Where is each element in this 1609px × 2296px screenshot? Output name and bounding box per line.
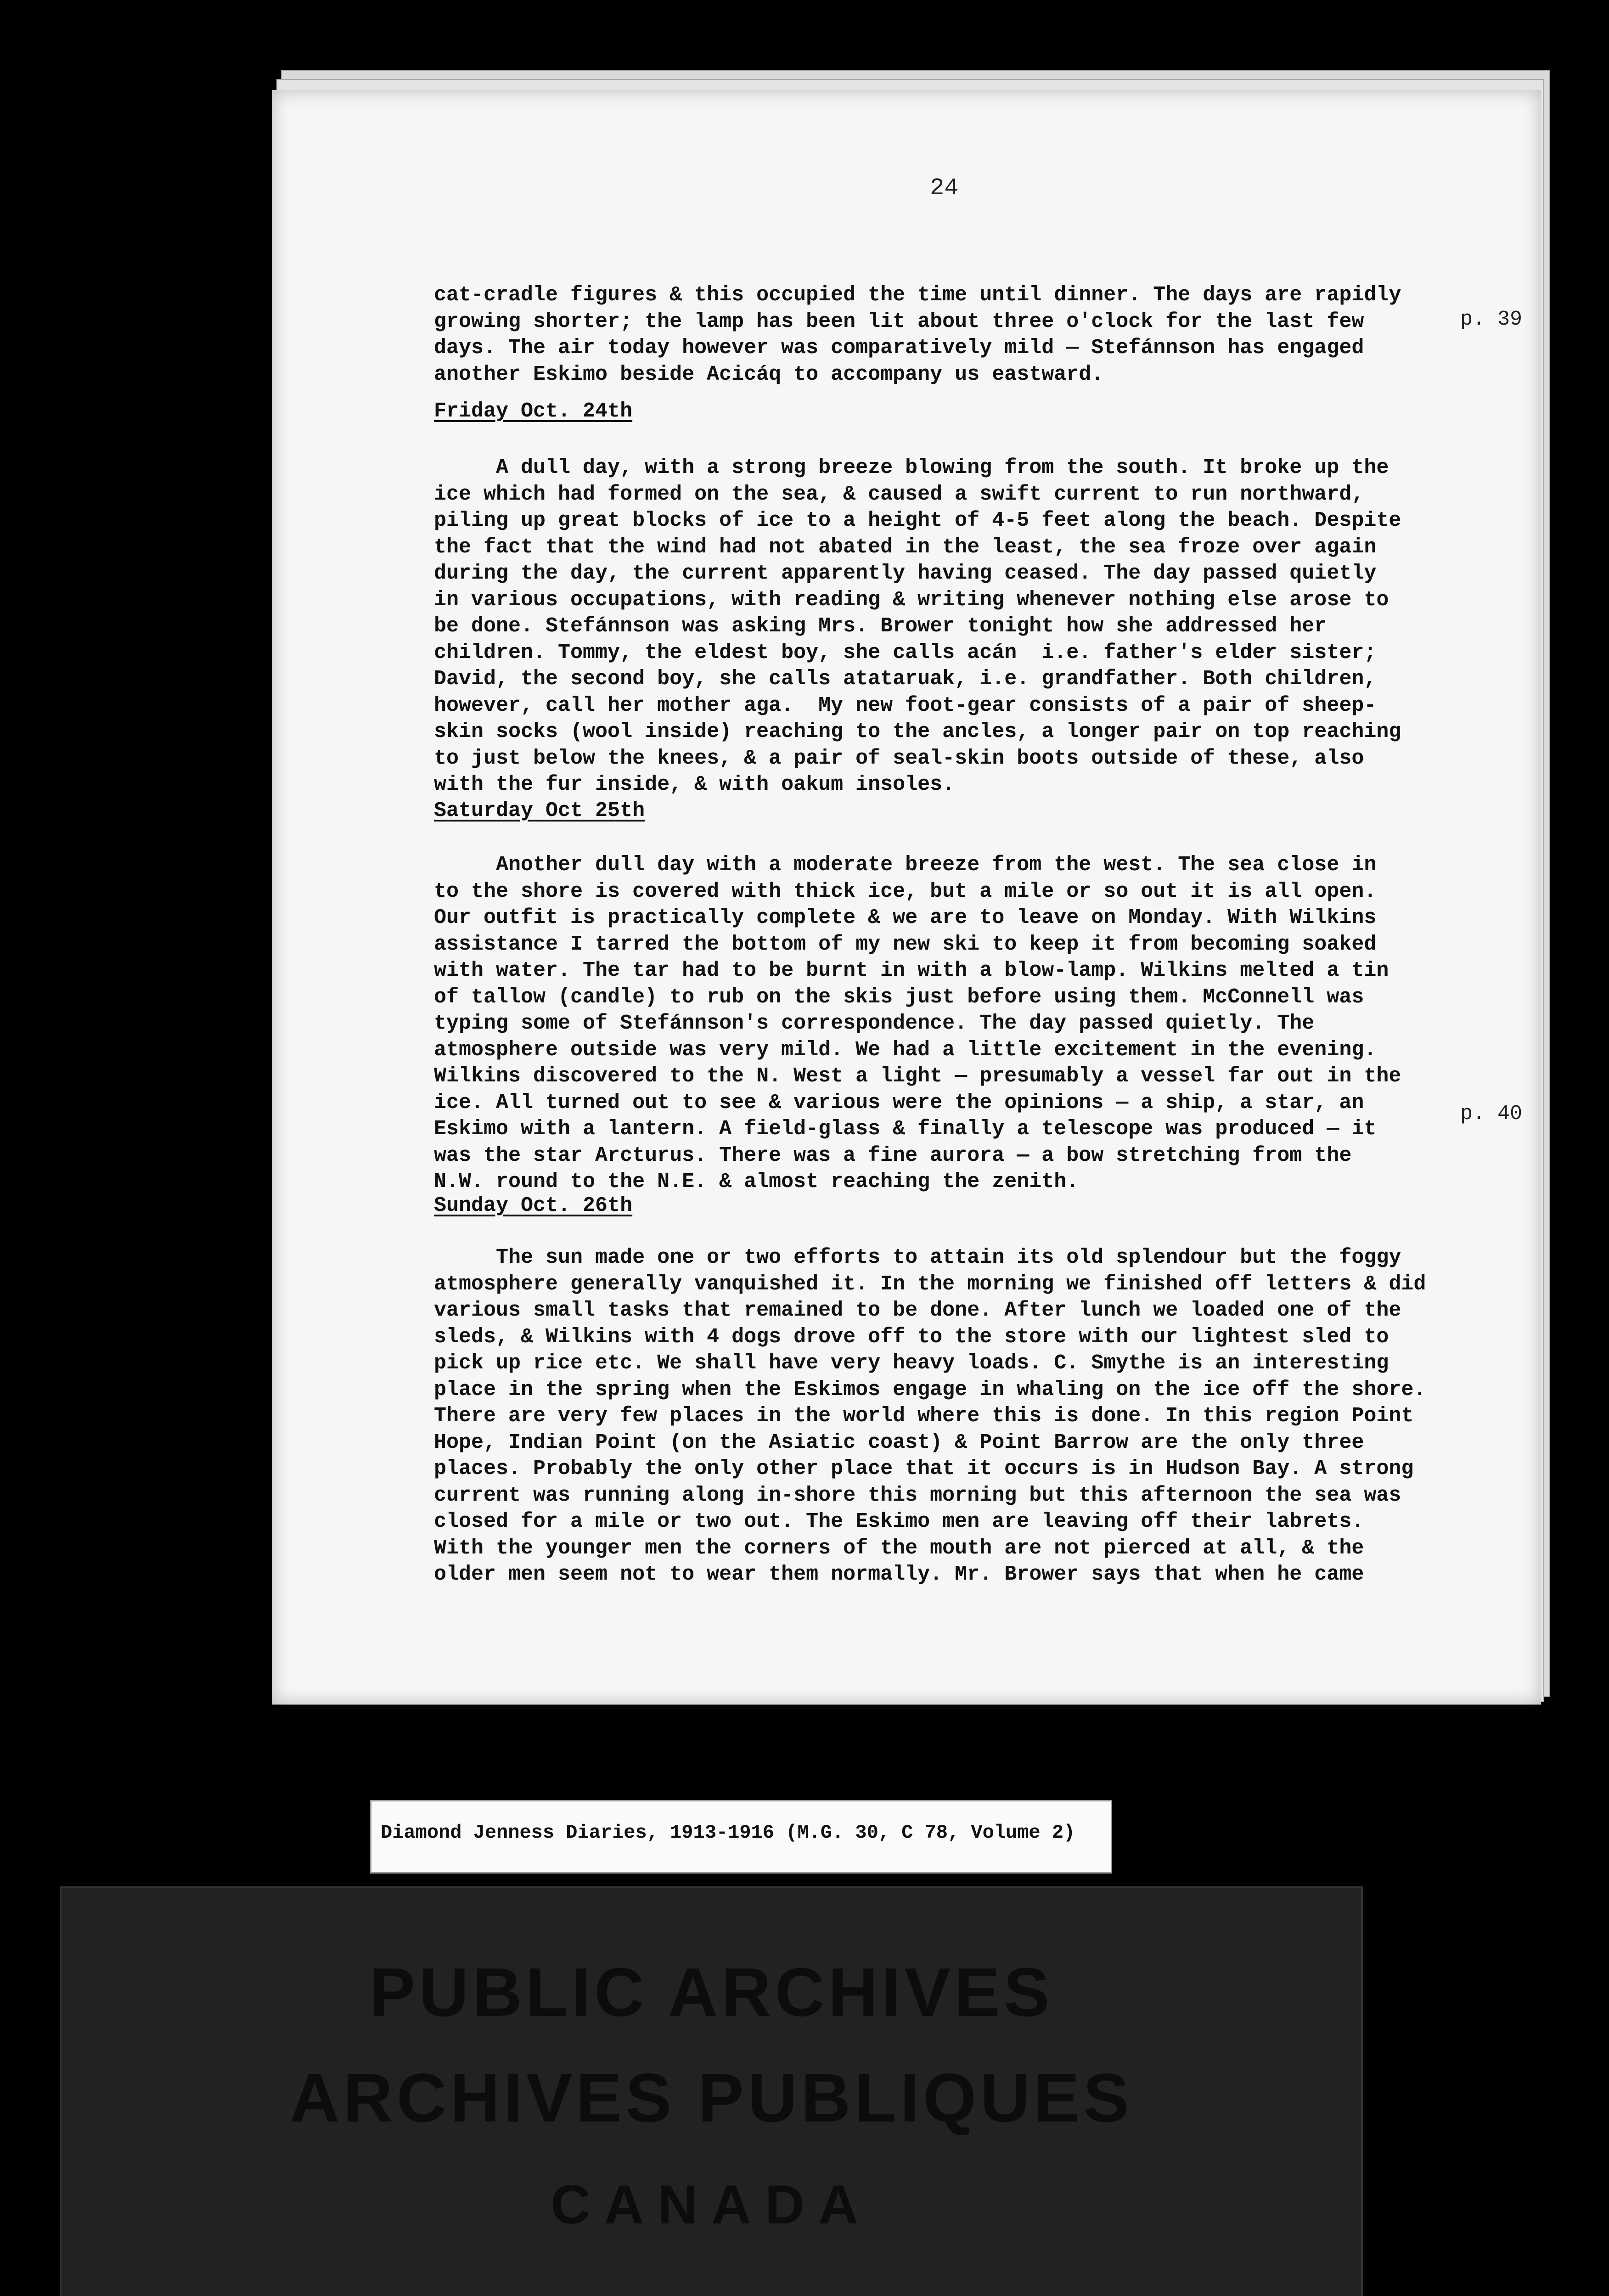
collection-label bbox=[370, 1800, 1112, 1874]
margin-page-reference: p. 40 bbox=[1460, 1102, 1523, 1125]
margin-page-reference: p. 39 bbox=[1460, 308, 1523, 331]
paragraph-continuation: cat-cradle figures & this occupied the time until dinner. The days are rapidly growing shorter; the lamp has been lit about three o'clock for the last few days. The air today however was comparatively mild — Stefánnson has engaged another Eskimo beside Acicáq to accompany us eastward. bbox=[434, 283, 1401, 386]
stamp-line-3: CANADA bbox=[551, 2174, 872, 2235]
archives-stamp bbox=[60, 1886, 1363, 2296]
collection-label-text: Diamond Jenness Diaries, 1913-1916 (M.G. 30, C 78, Volume 2) bbox=[381, 1822, 1075, 1844]
entry-text-friday: A dull day, with a strong breeze blowing from the south. It broke up the ice which had formed on the sea, & caused a swift current to run northward, piling up great blocks of ice to a height of 4-5 feet along the beach. Despite the fact that the wind had not abated in the least, the sea froze over again during the day, the current apparently having ceased. The day passed quietly in various occupations, with reading & writing whenever nothing else arose to be done. Stefánnson was asking Mrs. Brower tonight how she addressed her children. Tommy, the eldest boy, she calls acán i.e. father's elder sister; David, the second boy, she calls atataruak, i.e. grandfather. Both children, however, call her mother aga. My new foot-gear consists of a pair of sheep- skin socks (wool inside) reaching to the ancles, a longer pair on top reaching to just below the knees, & a pair of seal-skin boots outside of these, also with the fur inside, & with oakum insoles. bbox=[434, 456, 1401, 796]
stamp-line-2: ARCHIVES PUBLIQUES bbox=[290, 2059, 1133, 2136]
entry-heading-saturday: Saturday Oct 25th bbox=[434, 799, 645, 822]
entry-heading-friday: Friday Oct. 24th bbox=[434, 400, 633, 423]
entry-heading-sunday: Sunday Oct. 26th bbox=[434, 1194, 633, 1217]
page-number: 24 bbox=[930, 174, 959, 202]
stamp-line-1: PUBLIC ARCHIVES bbox=[369, 1953, 1053, 2031]
entry-text-saturday: Another dull day with a moderate breeze from the west. The sea close in to the shore is covered with thick ice, but a mile or so out it is all open. Our outfit is practically complete & we are to leave on Monday. With Wilkins assistance I tarred the bottom of my new ski to keep it from becoming soaked with water. The tar had to be burnt in with a blow-lamp. Wilkins melted a tin of tallow (candle) to rub on the skis just before using them. McConnell was typing some of Stefánnson's correspondence. The day passed quietly. The atmosphere outside was very mild. We had a little excitement in the evening. Wilkins discovered to the N. West a light — presumably a vessel far out in the ice. All turned out to see & various were the opinions — a ship, a star, an Eskimo with a lantern. A field-glass & finally a telescope was produced — it was the star Arcturus. There was a fine aurora — a bow stretching from the N.W. round to the N.E. & almost reaching the zenith. bbox=[434, 853, 1401, 1193]
entry-text-sunday: The sun made one or two efforts to attain its old splendour but the foggy atmosphere generally vanquished it. In the morning we finished off letters & did various small tasks that remained to be done. After lunch we loaded one of the sleds, & Wilkins with 4 dogs drove off to the store with our lightest sled to pick up rice etc. We shall have very heavy loads. C. Smythe is an interesting place in the spring when the Eskimos engage in whaling on the ice off the shore. There are very few places in the world where this is done. In this region Point Hope, Indian Point (on the Asiatic coast) & Point Barrow are the only three places. Probably the only other place that it occurs is in Hudson Bay. A strong current was running along in-shore this morning but this afternoon the sea was closed for a mile or two out. The Eskimo men are leaving off their labrets. With the younger men the corners of the mouth are not pierced at all, & the older men seem not to wear them normally. Mr. Brower says that when he came bbox=[434, 1246, 1426, 1586]
